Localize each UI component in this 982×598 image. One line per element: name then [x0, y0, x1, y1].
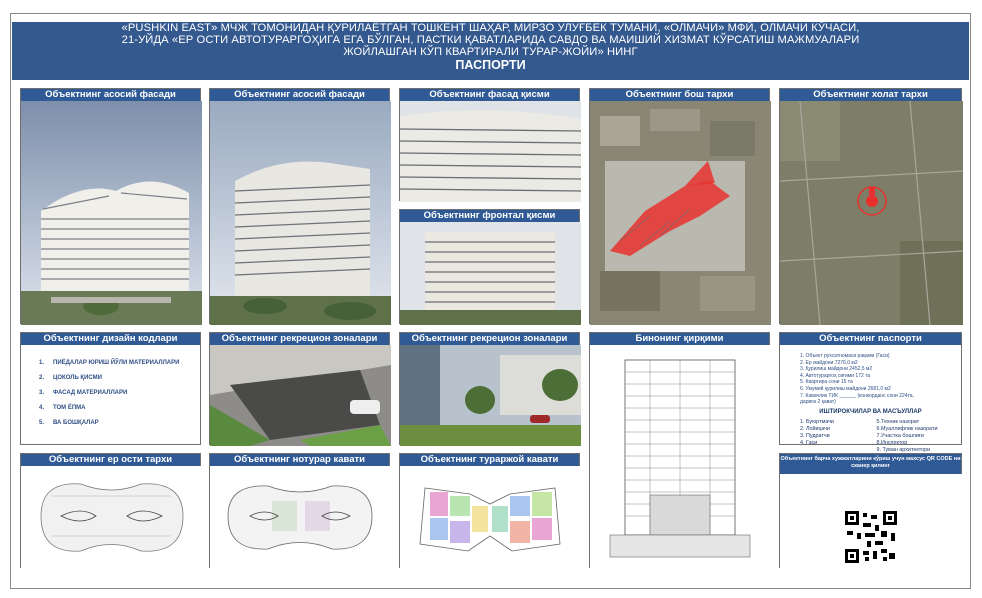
list-item: 3. ФАСАД МАТЕРИАЛЛАРИ: [39, 390, 128, 396]
passport-item: дарвоз 2 қават): [800, 399, 836, 406]
panel-design-codes: [20, 332, 201, 445]
situation-map: [780, 101, 963, 325]
panel-frontal: [399, 209, 580, 324]
panel-non-residential-floor: [209, 453, 390, 568]
section-drawing: [590, 345, 771, 569]
list-item: 5. ВА БОШҚАЛАР: [39, 420, 99, 426]
panel-title: Объектнинг рекрецион зоналари: [210, 333, 389, 345]
passport-item: 1. Объект рухсатномаси рақами (Гаси): [800, 353, 890, 359]
passport-details: [780, 345, 961, 453]
passport-item: 7. Кавачлик ТИК ______ (конкорданс сони 224та,: [800, 392, 914, 399]
participant-item: 9. Туман архитектори: [876, 446, 931, 453]
panel-main-facade-2: [209, 88, 390, 324]
panel-main-facade-1: [20, 88, 201, 324]
participant-item: 6.Муаллифлик назорати: [876, 426, 938, 433]
residential-floor-plan-drawing: [400, 466, 581, 569]
underground-plan-drawing: [21, 466, 202, 569]
recreation-render-1: [210, 345, 391, 446]
participant-item: 4. Гаси: [800, 439, 818, 446]
panel-title: Бинонинг қирқими: [590, 333, 769, 345]
participant-item: 1. Буюртмачи: [800, 419, 834, 426]
qr-code-icon[interactable]: [780, 474, 963, 569]
site-plan-map: [590, 101, 771, 325]
qr-instruction: Объектнинг барча хужжатларини кўриш учун махсус QR CODE ни сканер қилинг: [780, 454, 961, 474]
panel-title: Объектнинг фасад қисми: [400, 89, 579, 101]
facade-render-1: [21, 101, 202, 325]
panel-building-section: [589, 332, 770, 568]
passport-item: 2. Ер майдони 7276,0 м2: [800, 359, 858, 366]
participant-item: 8.Инспектор: [876, 439, 908, 446]
passport-item: 5. Квартира сони 15 та: [800, 379, 853, 386]
panel-title: Объектнинг асосий фасади: [21, 89, 200, 101]
passport-item: 4. Автотураргоҳ сиғими 172 та: [800, 372, 871, 379]
passport-item: 3. Қурилиш майдони 2452,5 м2: [800, 366, 873, 373]
panel-title: Объектнинг холат тархи: [780, 89, 961, 101]
panel-title: Объектнинг ер ости тархи: [21, 454, 200, 466]
participant-item: 3. Пудратчи: [800, 432, 830, 439]
list-item: 1. ПИЁДАЛАР ЮРИШ ЙЎЛИ МАТЕРИАЛЛАРИ: [39, 360, 180, 366]
panel-recreation-zones-1: [209, 332, 390, 445]
panel-facade-part: [399, 88, 580, 201]
participant-item: 5.Техник назорат: [876, 419, 920, 426]
panel-title: Объектнинг нотурар кавати: [210, 454, 389, 466]
zero-floor-plan-drawing: [210, 466, 391, 569]
panel-underground-plan: [20, 453, 201, 568]
list-item: 4. ТОМ ЁПМА: [39, 405, 86, 411]
panel-title: Объектнинг паспорти: [780, 333, 961, 345]
facade-render-2: [210, 101, 391, 325]
participant-item: 2. Лойиҳачи: [800, 426, 830, 433]
recreation-render-2: [400, 345, 581, 446]
panel-title: Объектнинг тураржой кавати: [400, 454, 579, 466]
panel-residential-floor: [399, 453, 580, 568]
panel-title: Объектнинг рекрецион зоналари: [400, 333, 579, 345]
panel-title: Объектнинг бош тархи: [590, 89, 769, 101]
passport-item: 6. Умумий қурилиш майдони 2681,0 м2: [800, 385, 891, 392]
header-line-3: ЖОЙЛАШГАН КЎП КВАРТИРАЛИ ТУРАР-ЖОЙИ» НИНГ: [343, 46, 638, 58]
facade-part-render: [400, 101, 581, 202]
header-title: ПАСПОРТИ: [455, 58, 526, 72]
panel-site-plan: [589, 88, 770, 324]
design-code-list: [21, 345, 200, 426]
header-line-2: 21-УЙДА «ЕР ОСТИ АВТОТУРАРГОҲИГА ЕГА БЎЛГАН, ПАСТКИ ҚАВАТЛАРИДА САВДО ВА МАИШИЙ ХИЗМАТ КЎРСАТИШ МАЖМУАЛАРИ: [121, 34, 860, 46]
header-line-1: «PUSHKIN EAST» МЧЖ ТОМОНИДАН ҚУРИЛАЁТГАН ТОШКЕНТ ШАҲАР, МИРЗО УЛУҒБЕК ТУМАНИ, «ОЛМАЧИ» МФЙ, ОЛМАЧИ КЎЧАСИ,: [121, 22, 860, 34]
panel-situation-plan: [779, 88, 962, 324]
participants-list: [800, 419, 953, 453]
frontal-render: [400, 222, 581, 325]
panel-title: Объектнинг асосий фасади: [210, 89, 389, 101]
panel-recreation-zones-2: [399, 332, 580, 445]
participant-item: 7.Участка бошлиғи: [876, 432, 924, 439]
panel-object-passport: [779, 332, 962, 453]
panel-title: Объектнинг дизайн кодлари: [21, 333, 200, 345]
participants-heading: ИШТИРОКЧИЛАР ВА МАСЪУЛЛАР: [819, 408, 922, 415]
panel-title: Объектнинг фронтал қисми: [400, 210, 579, 222]
poster-header: [12, 22, 969, 80]
panel-qr-code: [779, 453, 962, 568]
list-item: 2. ЦОКОЛЬ ҚИСМИ: [39, 375, 102, 381]
